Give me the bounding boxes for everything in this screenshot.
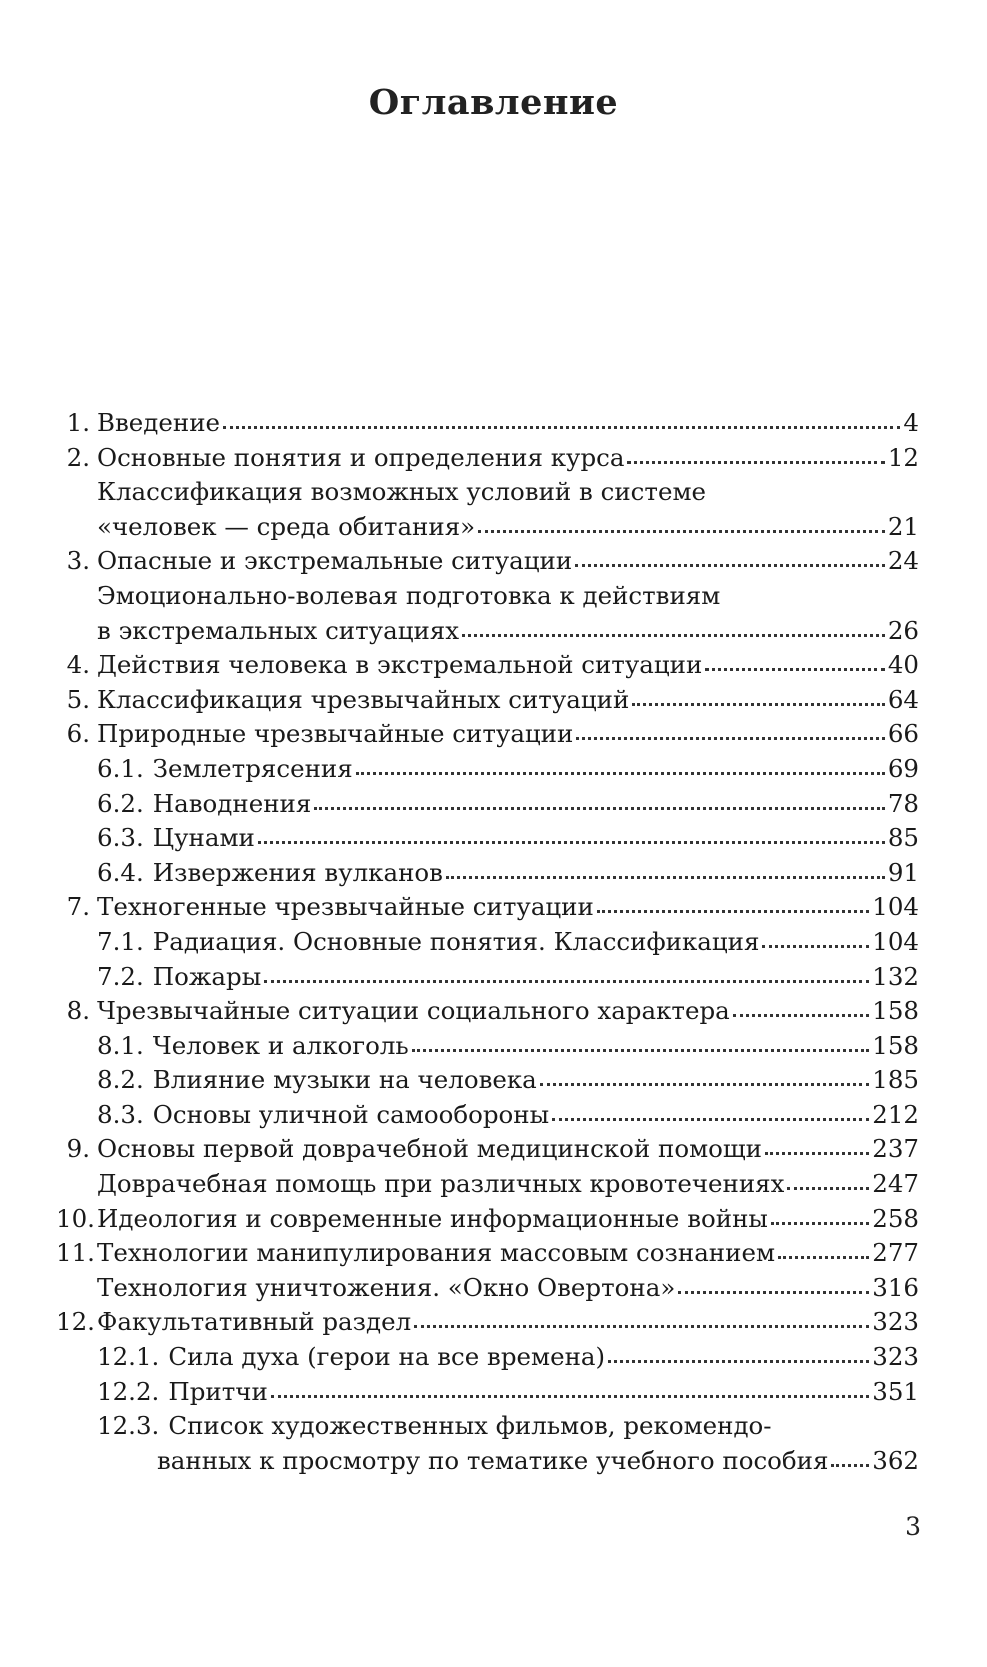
dot-leader (597, 898, 869, 913)
toc-entry-number: 5. (66, 684, 90, 714)
toc-entry-number: 6.3. (97, 823, 144, 853)
toc-entry-title: Классификация возможных условий в системе (97, 477, 706, 507)
toc-entry-title: Притчи (168, 1376, 268, 1406)
toc-entry-title: Сила духа (герои на все времена) (168, 1342, 606, 1372)
dot-leader (414, 1313, 869, 1328)
toc-entry-number: 7.2. (97, 961, 144, 991)
toc-entry (56, 510, 919, 545)
toc-entry-page: 185 (872, 1065, 919, 1095)
toc-entry-number: 8.1. (97, 1030, 144, 1060)
dot-leader (831, 1452, 869, 1467)
toc-entry-number: 12.1. (97, 1342, 160, 1372)
toc-entry-page: 258 (872, 1203, 919, 1233)
toc-entry (56, 1029, 919, 1064)
toc-entry-page: 24 (887, 546, 919, 576)
toc-entry-number: 8.2. (97, 1065, 144, 1095)
dot-leader (264, 968, 869, 983)
dot-leader (575, 552, 885, 567)
toc-entry (56, 960, 919, 995)
toc-entry (56, 648, 919, 683)
dot-leader (576, 725, 884, 740)
dot-leader (733, 1002, 869, 1017)
toc-entry-page: 237 (872, 1134, 919, 1164)
toc-entry-page: 66 (887, 719, 919, 749)
toc-entry-page: 69 (887, 753, 919, 783)
toc-entry-number: 2. (66, 442, 90, 472)
dot-leader (356, 760, 885, 775)
dot-leader (446, 864, 885, 879)
toc-entry-title: Основы первой доврачебной медицинской помощи (97, 1134, 762, 1164)
toc-entry (56, 994, 919, 1029)
toc-entry-page: 362 (872, 1445, 919, 1475)
toc-entry-number: 6.2. (97, 788, 144, 818)
toc-entry-page: 104 (872, 926, 919, 956)
toc-entry-title: Наводнения (152, 788, 312, 818)
dot-leader (705, 656, 885, 671)
toc-entry (56, 1098, 919, 1133)
dot-leader (271, 1383, 869, 1398)
dot-leader (314, 795, 885, 810)
toc-entry (56, 856, 919, 891)
toc-entry-title: Цунами (152, 823, 255, 853)
toc-entry-number: 6.1. (97, 753, 144, 783)
toc-entry-title: Классификация чрезвычайных ситуаций (97, 684, 630, 714)
toc-entry-title: Эмоционально-волевая подготовка к действиям (97, 580, 721, 610)
toc-entry-title: Идеология и современные информационные войны (97, 1203, 768, 1233)
toc-entry-title: Основы уличной самообороны (152, 1099, 550, 1129)
toc-entry-title: Опасные и экстремальные ситуации (97, 546, 573, 576)
toc-entry (56, 1305, 919, 1340)
toc-entry-title: ванных к просмотру по тематике учебного пособия (157, 1445, 829, 1475)
toc-entry-page: 40 (887, 650, 919, 680)
toc-entry-title: Влияние музыки на человека (152, 1065, 537, 1095)
toc-entry (56, 717, 919, 752)
toc-entry-number: 7. (66, 892, 90, 922)
toc-entry (56, 1063, 919, 1098)
toc-entry (56, 1132, 919, 1167)
dot-leader (412, 1037, 869, 1052)
toc-entry-title: Факультативный раздел (97, 1307, 412, 1337)
toc-entry (56, 1409, 919, 1444)
page-title: Оглавление (368, 82, 619, 123)
toc-entry-number: 7.1. (97, 926, 144, 956)
toc-entry-title: Технологии манипулирования массовым сознанием (97, 1238, 776, 1268)
toc-entry-title: Извержения вулканов (152, 857, 443, 887)
dot-leader (540, 1071, 869, 1086)
toc-entry (56, 579, 919, 614)
toc-entry-title: Чрезвычайные ситуации социального характера (97, 996, 730, 1026)
toc-entry-title: Список художественных фильмов, рекомендо- (168, 1411, 772, 1441)
toc-entry-page: 323 (872, 1307, 919, 1337)
dot-leader (787, 1175, 869, 1190)
toc-entry-page: 316 (872, 1272, 919, 1302)
toc-entry-number: 8.3. (97, 1099, 144, 1129)
toc-entry (56, 406, 919, 441)
toc-entry (56, 1444, 919, 1479)
toc-entry-title: Техногенные чрезвычайные ситуации (97, 892, 594, 922)
toc-entry-page: 85 (887, 823, 919, 853)
dot-leader (258, 829, 885, 844)
toc-entry-title: Технология уничтожения. «Окно Овертона» (97, 1272, 676, 1302)
page-number: 3 (905, 1512, 921, 1541)
toc-entry (56, 614, 919, 649)
toc-entry-page: 78 (887, 788, 919, 818)
toc-entry-number: 8. (66, 996, 90, 1026)
toc-entry (56, 683, 919, 718)
dot-leader (771, 1210, 869, 1225)
toc-entry-title: Радиация. Основные понятия. Классификация (152, 926, 760, 956)
dot-leader (765, 1140, 869, 1155)
dot-leader (778, 1244, 869, 1259)
toc-entry (56, 1375, 919, 1410)
toc-entry-page: 323 (872, 1342, 919, 1372)
toc-entry-title: Пожары (152, 961, 262, 991)
dot-leader (478, 518, 885, 533)
toc-entry-page: 247 (872, 1169, 919, 1199)
toc-entry (56, 1202, 919, 1237)
toc-entry-page: 64 (887, 684, 919, 714)
toc-entry (56, 441, 919, 476)
toc-entry (56, 752, 919, 787)
toc-entry-number: 12.3. (97, 1411, 160, 1441)
dot-leader (462, 622, 885, 637)
toc-entry (56, 475, 919, 510)
toc-entry-number: 9. (66, 1134, 90, 1164)
toc-entry-title: Основные понятия и определения курса (97, 442, 625, 472)
toc-entry-page: 132 (872, 961, 919, 991)
toc-entry-number: 12.2. (97, 1376, 160, 1406)
toc-entry-title: Человек и алкоголь (152, 1030, 409, 1060)
toc-entry-title: Землетрясения (152, 753, 353, 783)
toc-entry-title: «человек — среда обитания» (97, 511, 476, 541)
toc-entry-title: в экстремальных ситуациях (97, 615, 460, 645)
dot-leader (762, 933, 869, 948)
toc-entry (56, 1271, 919, 1306)
toc-entry (56, 1236, 919, 1271)
toc-entry-number: 10. (56, 1203, 95, 1233)
toc-entry-title: Доврачебная помощь при различных кровотечениях (97, 1169, 785, 1199)
toc-entry-number: 6.4. (97, 857, 144, 887)
toc-entry-page: 12 (887, 442, 919, 472)
toc-entry-page: 21 (887, 511, 919, 541)
dot-leader (627, 449, 884, 464)
toc-entry-number: 6. (66, 719, 90, 749)
dot-leader (608, 1348, 869, 1363)
toc-entry-page: 4 (903, 408, 919, 437)
toc-entry-number: 11. (56, 1238, 95, 1268)
toc-entry-page: 277 (872, 1238, 919, 1268)
toc-entry-page: 158 (872, 1030, 919, 1060)
toc-entry-number: 1. (66, 408, 90, 437)
toc-entry-page: 212 (872, 1099, 919, 1129)
dot-leader (632, 691, 885, 706)
toc-entry-page: 91 (887, 857, 919, 887)
toc-entry-number: 12. (56, 1307, 95, 1337)
dot-leader (678, 1279, 869, 1294)
table-of-contents (56, 406, 919, 1478)
toc-entry-number: 4. (66, 650, 90, 680)
toc-entry (56, 890, 919, 925)
toc-entry (56, 821, 919, 856)
toc-entry (56, 1167, 919, 1202)
toc-entry (56, 787, 919, 822)
toc-entry-title: Природные чрезвычайные ситуации (97, 719, 574, 749)
toc-entry-page: 158 (872, 996, 919, 1026)
toc-entry-title: Действия человека в экстремальной ситуации (97, 650, 703, 680)
toc-entry-number: 3. (66, 546, 90, 576)
dot-leader (223, 414, 900, 429)
toc-entry-title: Введение (97, 408, 221, 437)
dot-leader (552, 1106, 869, 1121)
toc-entry (56, 544, 919, 579)
toc-entry-page: 351 (872, 1376, 919, 1406)
toc-entry-page: 104 (872, 892, 919, 922)
toc-entry-page: 26 (887, 615, 919, 645)
toc-entry (56, 1340, 919, 1375)
toc-entry (56, 925, 919, 960)
